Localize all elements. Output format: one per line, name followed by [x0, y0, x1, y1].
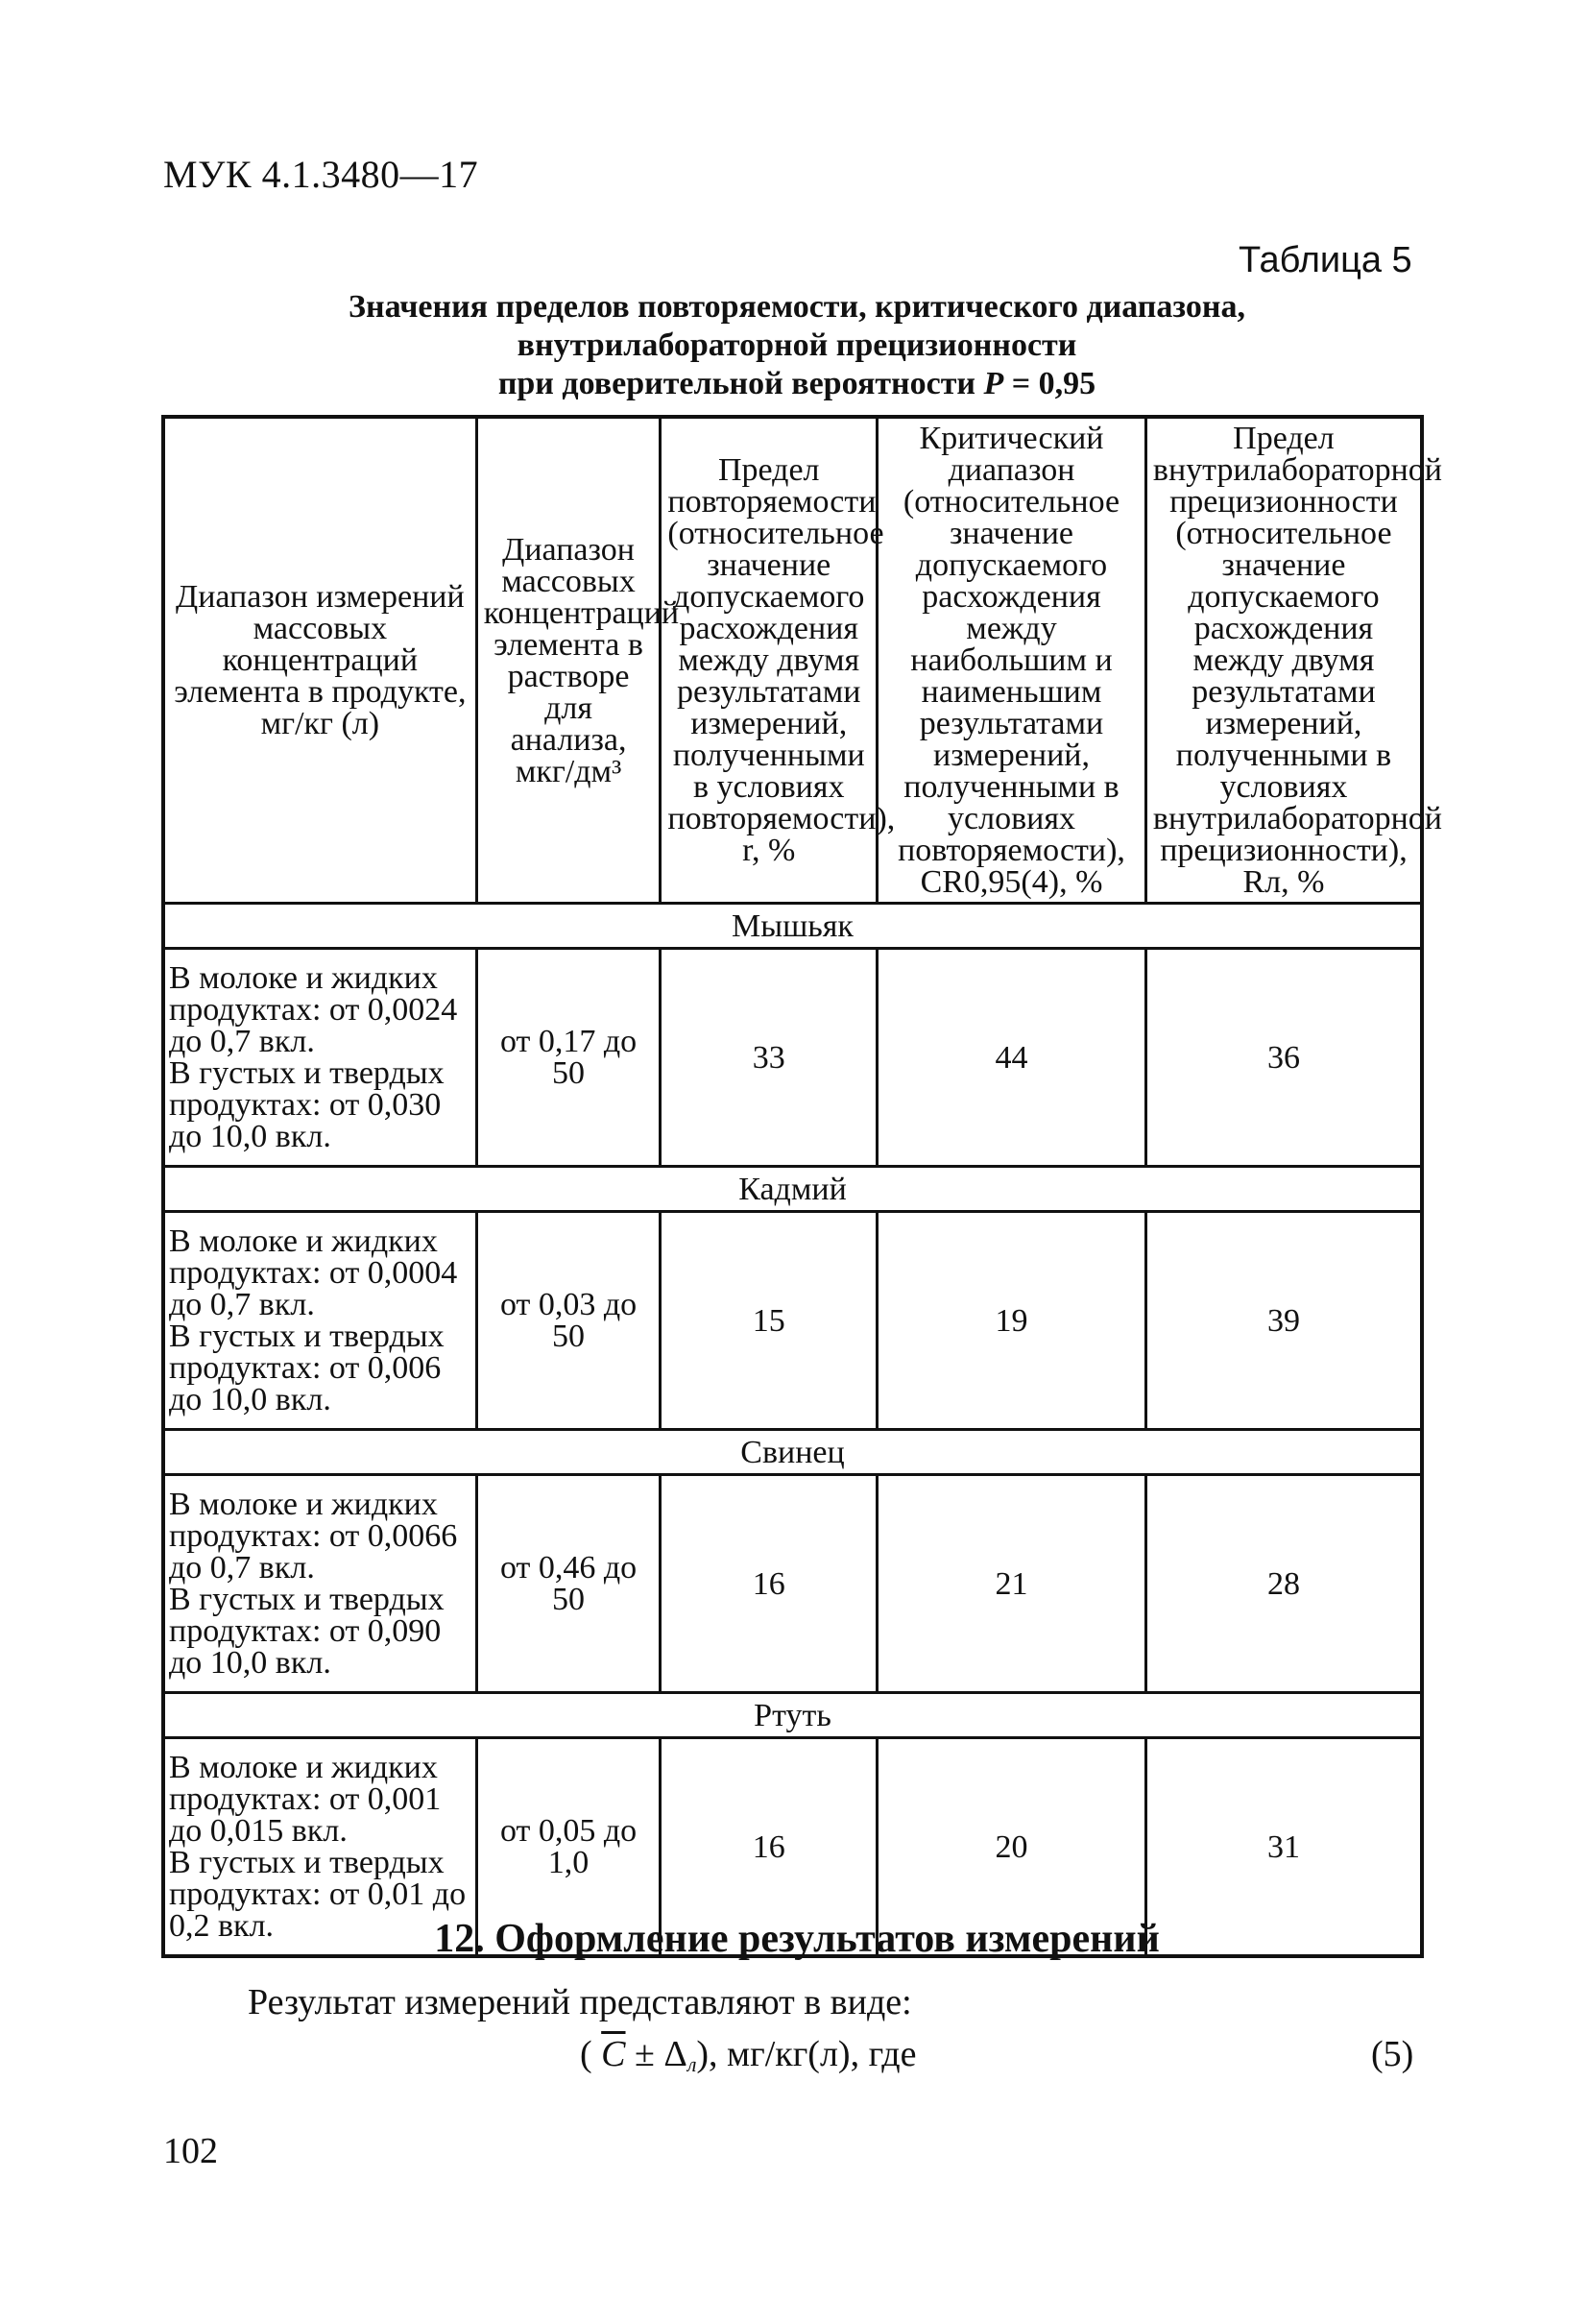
intralab-precision-cell: 28	[1145, 1475, 1422, 1693]
table-label: Таблица 5	[1239, 240, 1412, 280]
range-solid: В густых и твердых продуктах: от 0,030 до 10,0 вкл.	[169, 1055, 445, 1154]
solution-range-cell: от 0,05 до 1,0	[476, 1738, 661, 1957]
range-solid: В густых и твердых продуктах: от 0,090 до 10,0 вкл.	[169, 1582, 445, 1681]
table-row	[163, 1212, 1422, 1430]
critical-range-cell: 21	[878, 1475, 1146, 1693]
col-header-repeatability-limit: Предел повторяемости (относительное значение допускаемого расхождения между двумя результатами измерений, полученными в условиях повторяемости), r, %	[661, 417, 878, 904]
formula-plus-minus: ± Δ	[625, 2034, 687, 2074]
precision-limits-table	[161, 415, 1442, 1958]
col-header-critical-range: Критический диапазон (относительное значение допускаемого расхождения между наибольшим и наименьшим результатами измерений, полученными в условиях повторяемости), CR0,95(4), %	[878, 417, 1146, 904]
intralab-precision-cell: 36	[1145, 949, 1422, 1167]
table-row	[163, 949, 1422, 1167]
repeatability-cell: 33	[661, 949, 878, 1167]
formula-subscript: л	[686, 2052, 697, 2076]
solution-range-cell: от 0,03 до 50	[476, 1212, 661, 1430]
group-name: Ртуть	[163, 1693, 1422, 1738]
result-formula	[580, 2033, 916, 2077]
formula-number: (5)	[1371, 2034, 1414, 2074]
result-paragraph: Результат измерений представляют в виде:	[248, 1982, 912, 2022]
group-name: Мышьяк	[163, 904, 1422, 949]
formula-mean-variable: $\overline{C}$	[601, 2034, 626, 2074]
product-range-cell	[163, 949, 476, 1167]
repeatability-cell: 15	[661, 1212, 878, 1430]
solution-range-cell: от 0,17 до 50	[476, 949, 661, 1167]
repeatability-cell: 16	[661, 1738, 878, 1957]
range-solid: В густых и твердых продуктах: от 0,01 до 0,2 вкл.	[169, 1845, 467, 1944]
range-liquid: В молоке и жидких продуктах: от 0,0024 до 0,7 вкл.	[169, 960, 458, 1059]
col-header-solution-range: Диапазон массовых концентраций элемента в растворе для анализа, мкг/дм³	[476, 417, 661, 904]
group-row-cadmium	[163, 1167, 1422, 1212]
table-title-line-1: Значения пределов повторяемости, критического диапазона,	[349, 289, 1245, 325]
repeatability-cell: 16	[661, 1475, 878, 1693]
group-row-arsenic	[163, 904, 1422, 949]
section-heading: 12. Оформление результатов измерений	[434, 1917, 1160, 1961]
critical-range-cell: 44	[878, 949, 1146, 1167]
formula-open: (	[580, 2034, 602, 2074]
document-code: МУК 4.1.3480—17	[163, 153, 479, 196]
range-solid: В густых и твердых продуктах: от 0,006 до 10,0 вкл.	[169, 1319, 445, 1417]
intralab-precision-cell: 31	[1145, 1738, 1422, 1957]
group-row-mercury	[163, 1693, 1422, 1738]
formula-rest: ), мг/кг(л), где	[696, 2034, 917, 2074]
table-title	[192, 288, 1402, 403]
range-liquid: В молоке и жидких продуктах: от 0,001 до 0,015 вкл.	[169, 1750, 442, 1849]
intralab-precision-cell: 39	[1145, 1212, 1422, 1430]
table-header-row	[163, 417, 1422, 904]
table-row	[163, 1475, 1422, 1693]
probability-value: = 0,95	[1003, 366, 1096, 401]
solution-range-cell: от 0,46 до 50	[476, 1475, 661, 1693]
product-range-cell	[163, 1475, 476, 1693]
page-number: 102	[163, 2131, 218, 2171]
table-title-line-3-text: при доверительной вероятности	[497, 366, 984, 401]
table-title-line-2: внутрилабораторной прецизионности	[517, 327, 1077, 363]
group-row-lead	[163, 1430, 1422, 1475]
product-range-cell	[163, 1212, 476, 1430]
table-title-line-3	[192, 365, 1402, 403]
group-name: Свинец	[163, 1430, 1422, 1475]
critical-range-cell: 19	[878, 1212, 1146, 1430]
group-name: Кадмий	[163, 1167, 1422, 1212]
col-header-product-range: Диапазон измерений массовых концентраций элемента в продукте, мг/кг (л)	[163, 417, 476, 904]
range-liquid: В молоке и жидких продуктах: от 0,0066 до 0,7 вкл.	[169, 1487, 458, 1586]
critical-range-cell: 20	[878, 1738, 1146, 1957]
range-liquid: В молоке и жидких продуктах: от 0,0004 до 0,7 вкл.	[169, 1223, 458, 1322]
col-header-intralab-precision: Предел внутрилабораторной прецизионности (относительное значение допускаемого расхождения между двумя результатами измерений, полученными в условиях внутрилабораторной прецизионности), Rл, %	[1145, 417, 1422, 904]
probability-variable: P	[983, 366, 1004, 401]
